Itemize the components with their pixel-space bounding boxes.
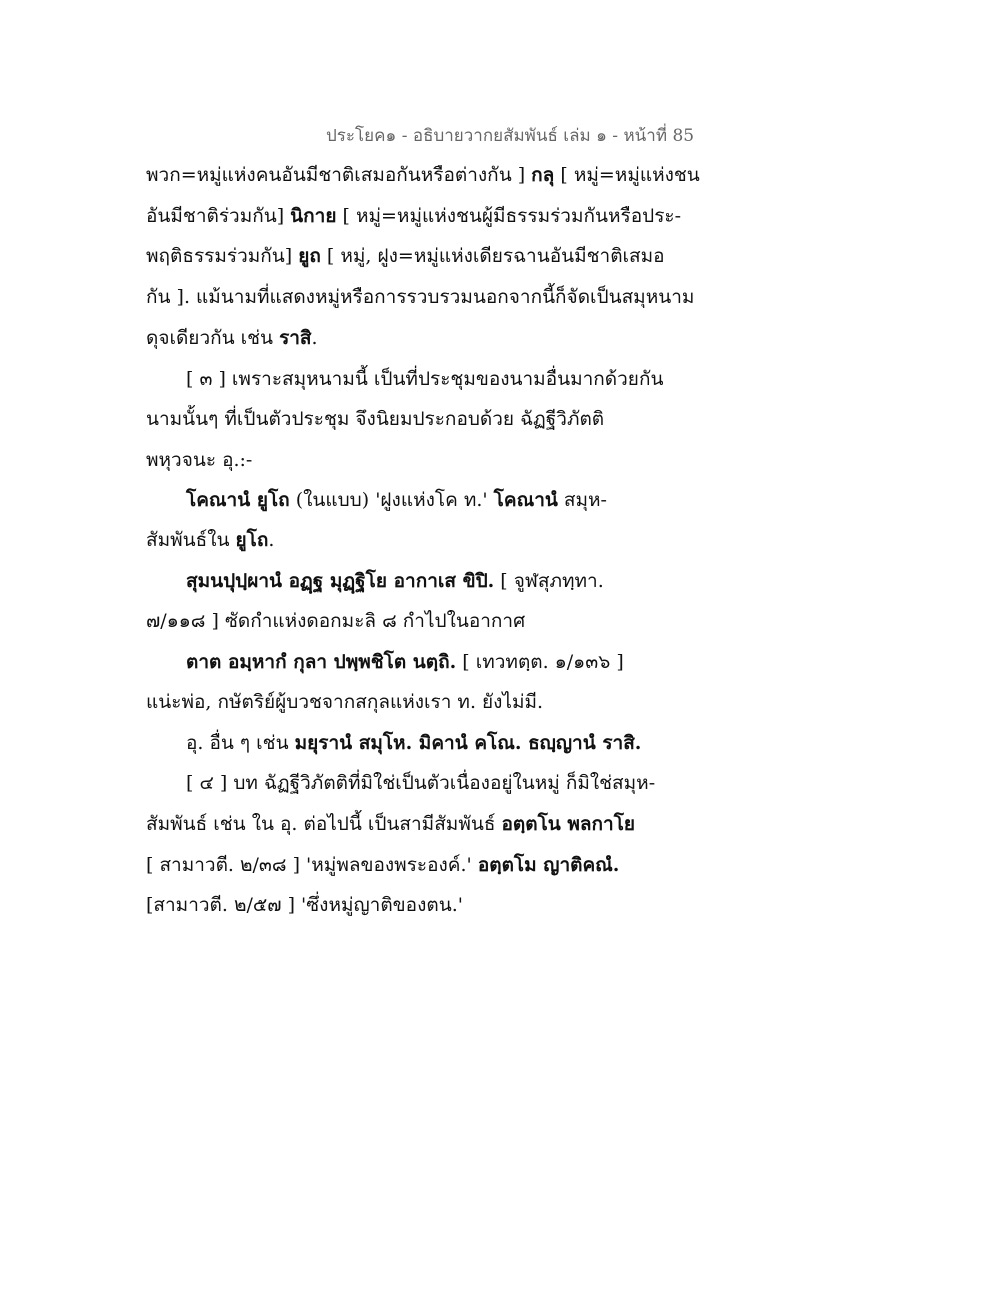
example-line: ตาต อมฺหากํ กุลา ปพฺพชิโต นตฺถิ. [ เทวทตฺต. ๑/๑๓๖ ] (186, 651, 624, 673)
text-line: อันมีชาติร่วมกัน] นิกาย [ หมู่=หมู่แห่งชนผู้มีธรรมร่วมกันหรือประ- (146, 205, 682, 227)
text-line: นามนั้นๆ ที่เป็นตัวประชุม จึงนิยมประกอบด้วย ฉัฏฐีวิภัตติ (146, 408, 605, 430)
example-line: อุ. อื่น ๆ เช่น มยุรานํ สมุโห. มิคานํ คโณ. ธญฺญานํ ราสิ. (186, 732, 642, 754)
text-line: แน่ะพ่อ, กษัตริย์ผู้บวชจากสกุลแห่งเรา ท. ยังไม่มี. (146, 691, 544, 713)
text-line: พวก=หมู่แห่งคนอันมีชาติเสมอกันหรือต่างกัน ] กลุ [ หมู่=หมู่แห่งชน (146, 164, 700, 186)
text-line: ๗/๑๑๘ ] ซัดกำแห่งดอกมะลิ ๘ กำไปในอากาศ (146, 610, 526, 632)
text-line: ดุจเดียวกัน เช่น ราสิ. (146, 327, 318, 349)
example-line: โคณานํ ยูโถ (ในแบบ) 'ฝูงแห่งโค ท.' โคณานํ สมุห- (186, 489, 607, 511)
text-line: พหุวจนะ อุ.:- (146, 449, 253, 471)
page-header: ประโยค๑ - อธิบายวากยสัมพันธ์ เล่ม ๑ - หน้าที่ 85 (326, 126, 695, 146)
paragraph-4-start: [ ๔ ] บท ฉัฏฐีวิภัตติที่มิใช่เป็นตัวเนื่องอยู่ในหมู่ ก็มิใช่สมุห- (186, 772, 656, 794)
text-line: [ สามาวตี. ๒/๓๘ ] 'หมู่พลของพระองค์.' อตฺตโม ญาติคณํ. (146, 854, 620, 876)
paragraph-3-start: [ ๓ ] เพราะสมุหนามนี้ เป็นที่ประชุมของนามอื่นมากด้วยกัน (186, 368, 664, 390)
text-line: สัมพันธ์ เช่น ใน อุ. ต่อไปนี้ เป็นสามีสัมพันธ์ อตฺตโน พลกาโย (146, 813, 636, 835)
example-line: สุมนปุปฺผานํ อฏฺฐ มุฏฺฐิโย อากาเส ขิปิ. [ จูฬสุภทฺทา. (186, 570, 604, 592)
text-line: กัน ]. แม้นามที่แสดงหมู่หรือการรวบรวมนอกจากนี้ก็จัดเป็นสมุหนาม (146, 286, 695, 308)
text-line: สัมพันธ์ใน ยูโถ. (146, 529, 275, 551)
text-line: พฤติธรรมร่วมกัน] ยูถ [ หมู่, ฝูง=หมู่แห่งเดียรฉานอันมีชาติเสมอ (146, 245, 665, 267)
text-line: [สามาวตี. ๒/๕๗ ] 'ซึ่งหมู่ญาติของตน.' (146, 894, 463, 916)
